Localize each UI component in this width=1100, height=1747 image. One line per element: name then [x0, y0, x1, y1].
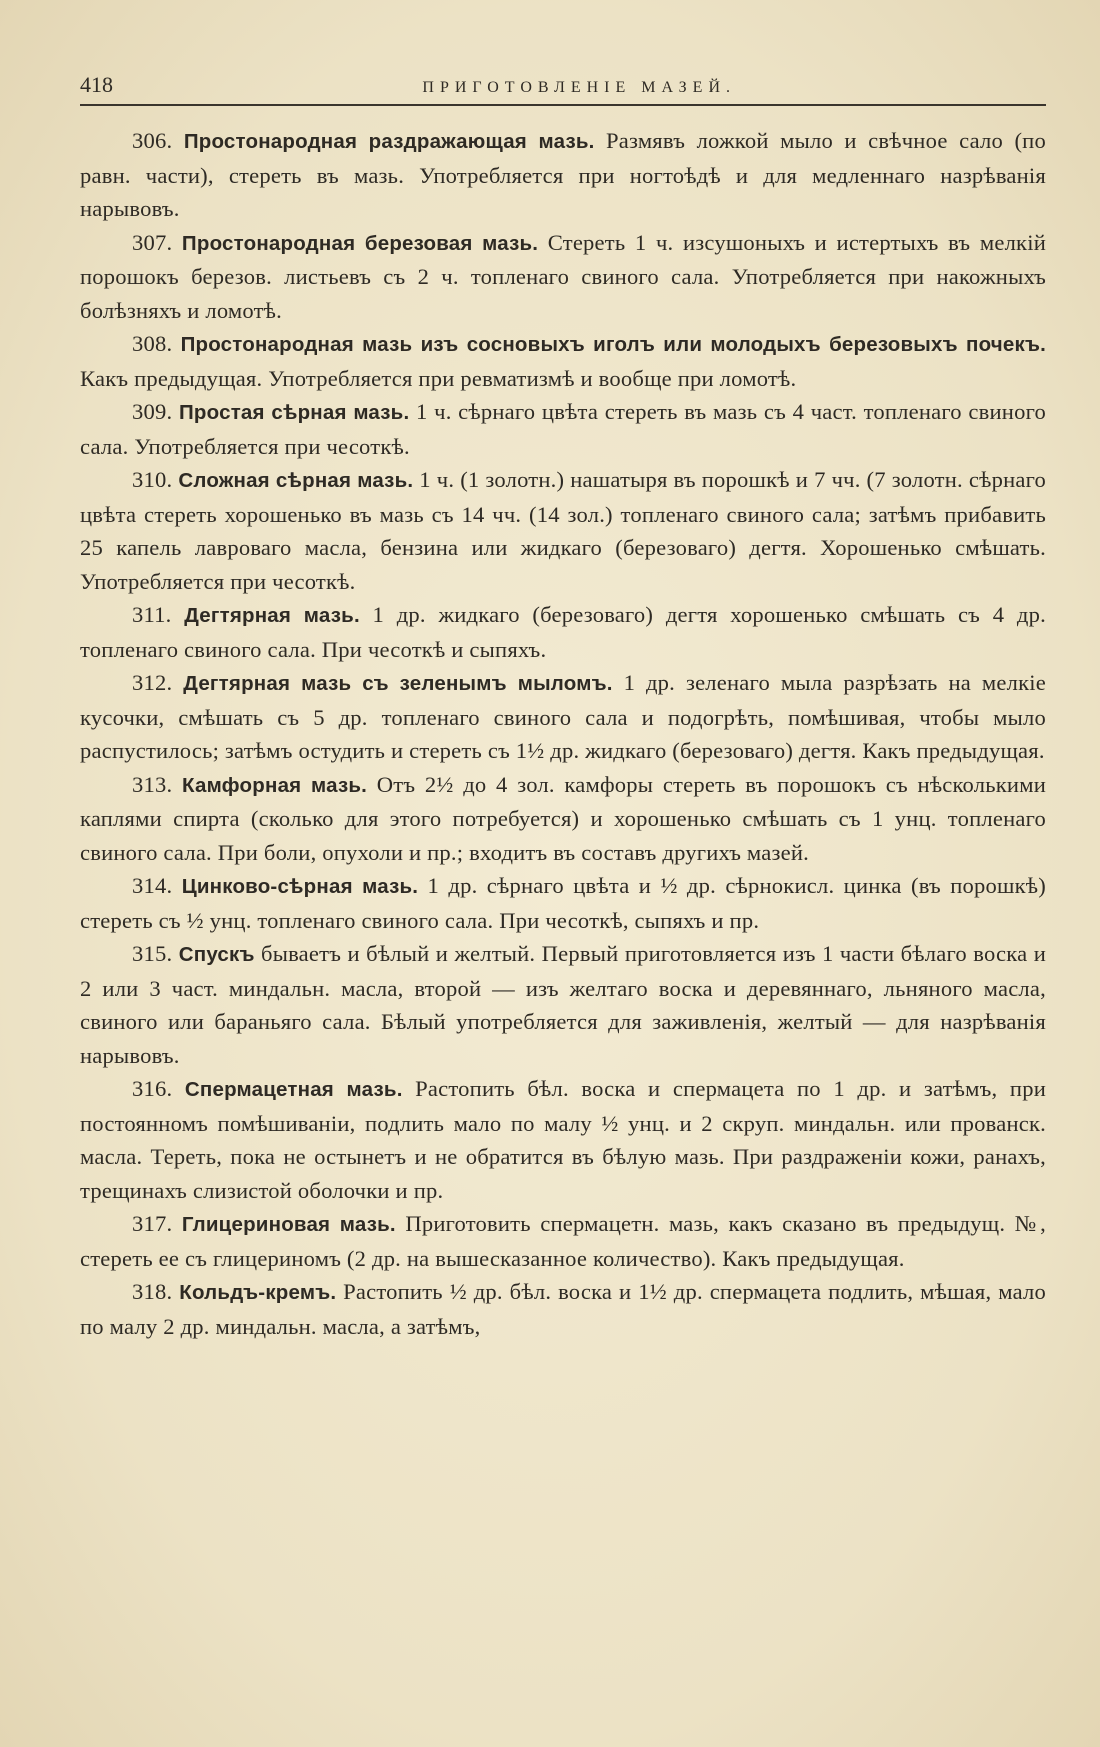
entry-body: 1 ч. сѣрнаго цвѣта стереть въ мазь съ 4 част. топленаго свиного сала. Употребляется при чесоткѣ.: [80, 399, 1046, 459]
entry-number: 312.: [132, 670, 173, 695]
entry-number: 313.: [132, 771, 173, 797]
entry-number: 308.: [132, 331, 173, 356]
recipe-entry: [80, 666, 1046, 768]
recipe-entry: [80, 937, 1046, 1072]
entry-title: Спермацетная мазь.: [184, 1078, 403, 1101]
entry-title: Сложная сѣрная мазь.: [178, 469, 414, 492]
recipe-entry: [80, 327, 1046, 395]
entry-number: 317.: [132, 1211, 173, 1236]
recipe-entry: [80, 1275, 1046, 1343]
entry-title: Глицериновая мазь.: [181, 1213, 396, 1236]
entry-number: 306.: [132, 128, 173, 153]
entry-number: 314.: [132, 873, 173, 898]
entry-title: Цинково-сѣрная мазь.: [181, 875, 419, 898]
recipe-entry: [80, 124, 1046, 226]
entry-body: Приготовить спермацетн. мазь, какъ сказано въ предыдущ. №, стереть ее съ глицериномъ (2 др. на вышесказанное количество). Какъ предыдущая.: [80, 1211, 1046, 1271]
recipe-entry: [80, 869, 1046, 937]
entry-title: Камфорная мазь.: [182, 773, 368, 797]
entry-title: Кольдъ-кремъ.: [179, 1281, 337, 1304]
recipe-entry: [80, 768, 1046, 870]
recipe-entry: [80, 463, 1046, 598]
entry-title: Простонародная березовая мазь.: [181, 231, 539, 255]
entry-body: Стереть 1 ч. изсушоныхъ и истертыхъ въ мелкій порошокъ березов. листьевъ съ 2 ч. топленаго свиного сала. Употребляется при накожныхъ болѣзняхъ и ломотѣ.: [80, 229, 1047, 323]
entry-title: Простонародная раздражающая мазь.: [183, 130, 595, 153]
page-number: 418: [80, 72, 113, 97]
recipe-list: [80, 124, 1046, 1343]
entry-number: 318.: [132, 1279, 173, 1304]
entry-body: бываетъ и бѣлый и желтый. Первый приготовляется изъ 1 части бѣлаго воска и 2 или 3 част. миндальн. масла, второй — изъ желтаго воска и деревяннаго, льняного масла, свиного или бараньяго сала. Бѣлый употребляется для заживленія, желтый — для назрѣванія нарывовъ.: [80, 941, 1046, 1068]
entry-body: Растопить ½ др. бѣл. воска и 1½ др. спермацета подлить, мѣшая, мало по малу 2 др. миндальн. масла, а затѣмъ,: [80, 1279, 1046, 1339]
entry-body: 1 ч. (1 золотн.) нашатыря въ порошкѣ и 7 чч. (7 золотн. сѣрнаго цвѣта стереть хорошенько въ мазь съ 14 чч. (14 зол.) топленаго свиного сала; затѣмъ прибавить 25 капель лавроваго масла, бензина или жидкаго (березоваго) дегтя. Хорошенько смѣшать. Употребляется при чесоткѣ.: [80, 467, 1046, 594]
entry-title: Спускъ: [178, 943, 255, 966]
entry-body: Растопить бѣл. воска и спермацета по 1 др. и затѣмъ, при постоянномъ помѣшиваніи, подлить мало по малу ½ унц. и 2 скруп. миндальн. или прованск. масла. Тереть, пока не остынетъ и не обратится въ бѣлую мазь. При раздраженіи кожи, ранахъ, трещинахъ слизистой оболочки и пр.: [80, 1076, 1046, 1203]
entry-number: 316.: [132, 1076, 173, 1101]
recipe-entry: [80, 226, 1046, 328]
entry-number: 311.: [132, 602, 172, 627]
entry-title: Простая сѣрная мазь.: [178, 401, 410, 424]
entry-title: Дегтярная мазь съ зеленымъ мыломъ.: [183, 672, 613, 695]
entry-body: 1 др. зеленаго мыла разрѣзать на мелкіе кусочки, смѣшать съ 5 др. топленаго свиного сала и подогрѣть, помѣшивая, чтобы мыло распустилось; затѣмъ остудить и стереть съ 1½ др. жидкаго (березоваго) дегтя. Какъ предыдущая.: [80, 670, 1046, 763]
recipe-entry: [80, 598, 1046, 666]
recipe-entry: [80, 1207, 1046, 1275]
entry-number: 315.: [132, 941, 173, 966]
entry-body: Какъ предыдущая. Употребляется при ревматизмѣ и вообще при ломотѣ.: [80, 365, 797, 391]
entry-body: 1 др. жидкаго (березоваго) дегтя хорошенько смѣшать съ 4 др. топленаго свиного сала. При чесоткѣ и сыпяхъ.: [80, 602, 1046, 662]
entry-title: Дегтярная мазь.: [184, 604, 360, 627]
entry-number: 307.: [132, 229, 173, 255]
recipe-entry: [80, 395, 1046, 463]
entry-number: 309.: [132, 399, 173, 424]
entry-body: Размявъ ложкой мыло и свѣчное сало (по равн. части), стереть въ мазь. Употребляется при ногтоѣдѣ и для медленнаго назрѣванія нарывовъ.: [80, 128, 1046, 221]
entry-title: Простонародная мазь изъ сосновыхъ иголъ или молодыхъ березовыхъ почекъ.: [180, 333, 1046, 356]
entry-number: 310.: [132, 467, 173, 492]
running-title: ПРИГОТОВЛЕНІЕ МАЗЕЙ.: [422, 79, 736, 96]
recipe-entry: [80, 1072, 1046, 1207]
entry-body: 1 др. сѣрнаго цвѣта и ½ др. сѣрнокисл. цинка (въ порошкѣ) стереть съ ½ унц. топленаго свиного сала. При чесоткѣ, сыпяхъ и пр.: [80, 873, 1046, 933]
page-header: [80, 72, 1046, 106]
entry-body: Отъ 2½ до 4 зол. камфоры стереть въ порошокъ съ нѣсколькими каплями спирта (сколько для этого потребуется) и хорошенько смѣшать съ 1 унц. топленаго свиного сала. При боли, опухоли и пр.; входитъ въ составъ другихъ мазей.: [80, 771, 1046, 865]
